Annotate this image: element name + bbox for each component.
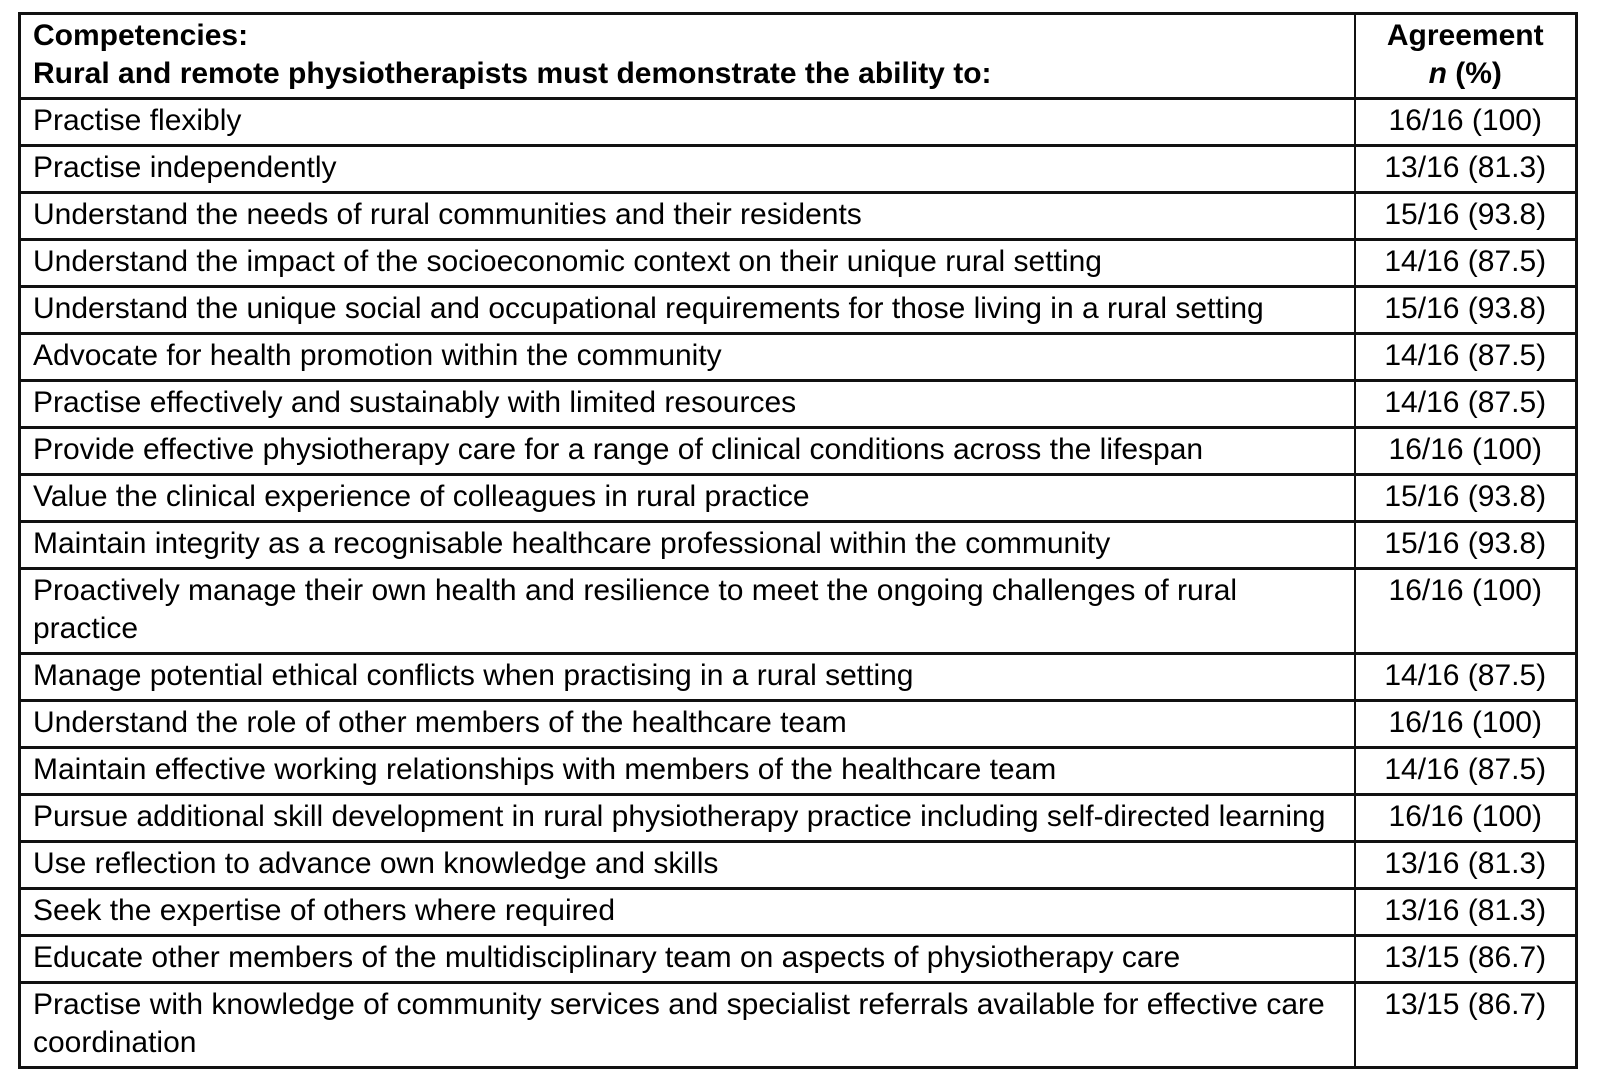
table-row (20, 654, 1577, 701)
agreement-cell: 15/16 (93.8) (1355, 287, 1577, 334)
agreement-cell: 13/16 (81.3) (1355, 146, 1577, 193)
competency-cell: Understand the impact of the socioeconomic context on their unique rural setting (20, 240, 1355, 287)
table-row (20, 334, 1577, 381)
agreement-cell: 16/16 (100) (1355, 428, 1577, 475)
table-row (20, 381, 1577, 428)
agreement-cell: 14/16 (87.5) (1355, 748, 1577, 795)
agreement-header-unit: (%) (1446, 57, 1502, 90)
agreement-cell: 16/16 (100) (1355, 701, 1577, 748)
competency-cell: Practise independently (20, 146, 1355, 193)
competency-cell: Maintain effective working relationships with members of the healthcare team (20, 748, 1355, 795)
table-row (20, 983, 1577, 1068)
table-row (20, 522, 1577, 569)
agreement-cell: 14/16 (87.5) (1355, 334, 1577, 381)
agreement-cell: 15/16 (93.8) (1355, 193, 1577, 240)
competencies-header-subtitle: Rural and remote physiotherapists must demonstrate the ability to: (33, 57, 992, 90)
table-row (20, 475, 1577, 522)
agreement-cell: 16/16 (100) (1355, 569, 1577, 654)
competency-cell: Proactively manage their own health and resilience to meet the ongoing challenges of rural practice (20, 569, 1355, 654)
competency-cell: Pursue additional skill development in rural physiotherapy practice including self-directed learning (20, 795, 1355, 842)
competency-cell: Understand the role of other members of the healthcare team (20, 701, 1355, 748)
agreement-cell: 15/16 (93.8) (1355, 522, 1577, 569)
competency-cell: Understand the needs of rural communities and their residents (20, 193, 1355, 240)
agreement-cell: 13/16 (81.3) (1355, 842, 1577, 889)
agreement-header (1355, 14, 1577, 99)
table-row (20, 146, 1577, 193)
competency-cell: Provide effective physiotherapy care for a range of clinical conditions across the lifespan (20, 428, 1355, 475)
agreement-header-title: Agreement (1386, 19, 1544, 52)
agreement-cell: 16/16 (100) (1355, 99, 1577, 146)
competency-cell: Practise with knowledge of community services and specialist referrals available for effective care coordination (20, 983, 1355, 1068)
table-row (20, 287, 1577, 334)
agreement-cell: 14/16 (87.5) (1355, 381, 1577, 428)
competencies-header-label: Competencies: (33, 19, 249, 52)
competencies-header (20, 14, 1355, 99)
table-row (20, 193, 1577, 240)
agreement-cell: 14/16 (87.5) (1355, 240, 1577, 287)
agreement-cell: 14/16 (87.5) (1355, 654, 1577, 701)
agreement-cell: 16/16 (100) (1355, 795, 1577, 842)
table-row (20, 240, 1577, 287)
competency-cell: Understand the unique social and occupational requirements for those living in a rural setting (20, 287, 1355, 334)
competency-cell: Use reflection to advance own knowledge and skills (20, 842, 1355, 889)
agreement-cell: 15/16 (93.8) (1355, 475, 1577, 522)
competency-cell: Maintain integrity as a recognisable healthcare professional within the community (20, 522, 1355, 569)
agreement-cell: 13/15 (86.7) (1355, 936, 1577, 983)
agreement-cell: 13/15 (86.7) (1355, 983, 1577, 1068)
competency-cell: Educate other members of the multidisciplinary team on aspects of physiotherapy care (20, 936, 1355, 983)
header-row (20, 14, 1577, 99)
table-row (20, 428, 1577, 475)
competency-cell: Advocate for health promotion within the community (20, 334, 1355, 381)
table-row (20, 795, 1577, 842)
agreement-cell: 13/16 (81.3) (1355, 889, 1577, 936)
agreement-header-n: n (1428, 57, 1447, 90)
table-row (20, 842, 1577, 889)
table-row (20, 99, 1577, 146)
competency-cell: Value the clinical experience of colleagues in rural practice (20, 475, 1355, 522)
competency-cell: Practise flexibly (20, 99, 1355, 146)
table-row (20, 701, 1577, 748)
table-row (20, 569, 1577, 654)
table-row (20, 889, 1577, 936)
competency-cell: Practise effectively and sustainably with limited resources (20, 381, 1355, 428)
table-row (20, 936, 1577, 983)
competencies-table (18, 12, 1578, 1069)
table-row (20, 748, 1577, 795)
competency-cell: Seek the expertise of others where required (20, 889, 1355, 936)
competency-cell: Manage potential ethical conflicts when practising in a rural setting (20, 654, 1355, 701)
